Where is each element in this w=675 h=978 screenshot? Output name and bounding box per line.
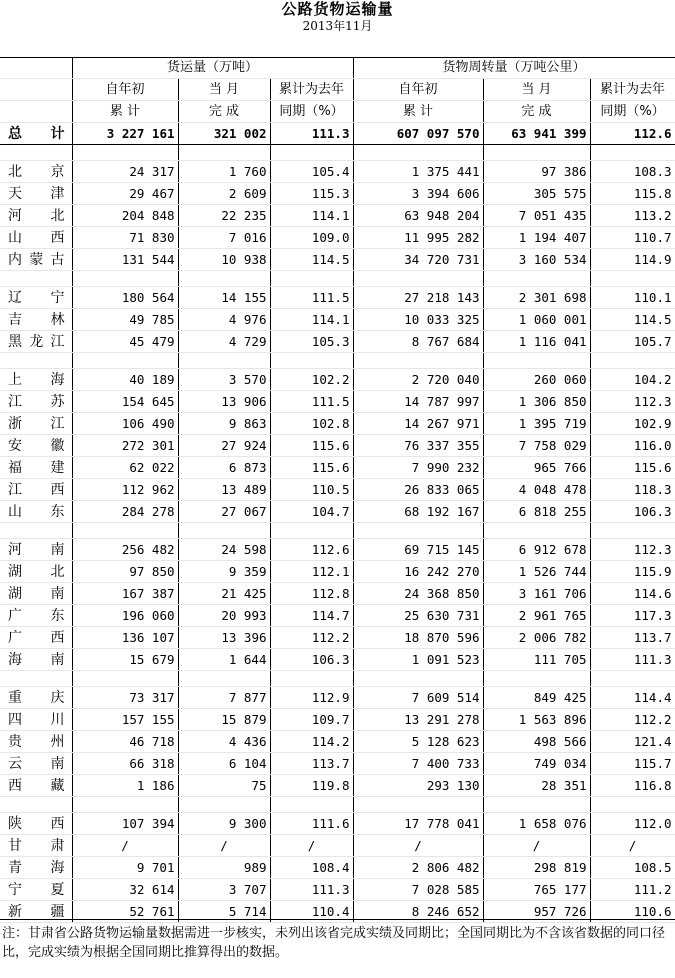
cell-turnover-ytd: 25 630 731 [353,605,483,627]
cell-turnover-month: / [483,835,590,857]
cell-volume-pct: 115.6 [270,457,353,479]
cell-volume-ytd: 52 761 [72,901,178,923]
header-freight-volume: 货运量（万吨） [72,58,353,79]
cell-turnover-ytd: 10 033 325 [353,309,483,331]
cell-volume-pct: 114.1 [270,205,353,227]
cell-volume-pct: 110.5 [270,479,353,501]
cell-volume-month: 3 707 [178,879,270,901]
row-label: 江苏 [0,391,72,413]
cell-turnover-ytd: 293 130 [353,775,483,797]
cell-volume-ytd: 154 645 [72,391,178,413]
cell-turnover-pct: 114.9 [590,249,675,271]
cell-volume-ytd: 272 301 [72,435,178,457]
cell-turnover-month: 2 006 782 [483,627,590,649]
cell-volume-pct: 112.6 [270,539,353,561]
cell-volume-pct: 111.5 [270,391,353,413]
cell-turnover-pct: 112.2 [590,709,675,731]
cell-volume-month: 15 879 [178,709,270,731]
cell-turnover-ytd: 607 097 570 [353,123,483,145]
cell-turnover-month: 2 961 765 [483,605,590,627]
cell-turnover-month: 28 351 [483,775,590,797]
cell-volume-ytd: 40 189 [72,369,178,391]
cell-turnover-ytd: 68 192 167 [353,501,483,523]
row-label: 河北 [0,205,72,227]
cell-turnover-ytd: 17 778 041 [353,813,483,835]
cell-turnover-ytd: 76 337 355 [353,435,483,457]
cell-turnover-month: 957 726 [483,901,590,923]
cell-volume-ytd: 196 060 [72,605,178,627]
cell-turnover-month: 2 301 698 [483,287,590,309]
cell-volume-pct: 114.2 [270,731,353,753]
table-row [0,161,675,183]
cell-volume-ytd: 49 785 [72,309,178,331]
cell-turnover-pct: 102.9 [590,413,675,435]
cell-volume-ytd: 107 394 [72,813,178,835]
table-row [0,835,675,857]
cell-turnover-ytd: 13 291 278 [353,709,483,731]
table-row [0,331,675,353]
cell-turnover-pct: 108.5 [590,857,675,879]
row-label: 福建 [0,457,72,479]
cell-volume-month: 13 489 [178,479,270,501]
cell-turnover-month: 849 425 [483,687,590,709]
table-row [0,249,675,271]
header-month-sub: 完 成 [178,101,270,123]
cell-volume-month: 24 598 [178,539,270,561]
cell-turnover-ytd: 16 242 270 [353,561,483,583]
row-label: 陕西 [0,813,72,835]
row-label: 四川 [0,709,72,731]
row-label: 湖北 [0,561,72,583]
row-label: 山西 [0,227,72,249]
cell-turnover-month: 7 051 435 [483,205,590,227]
table-row [0,731,675,753]
cell-volume-ytd: 24 317 [72,161,178,183]
header-freight-turnover: 货物周转量（万吨公里） [353,58,675,79]
row-label: 湖南 [0,583,72,605]
header-pct: 累计为去年 [270,79,353,101]
table-row [0,287,675,309]
table-row [0,561,675,583]
spacer-row [0,271,675,287]
cell-volume-pct: 110.4 [270,901,353,923]
corner-cell [0,58,72,79]
cell-turnover-ytd: 63 948 204 [353,205,483,227]
cell-turnover-ytd: 1 375 441 [353,161,483,183]
cell-turnover-month: 260 060 [483,369,590,391]
cell-volume-month: 27 067 [178,501,270,523]
cell-volume-pct: / [270,835,353,857]
cell-turnover-pct: 108.3 [590,161,675,183]
cell-volume-pct: 112.8 [270,583,353,605]
table-row [0,627,675,649]
cell-turnover-month: 3 160 534 [483,249,590,271]
header-month: 当 月 [483,79,590,101]
cell-turnover-pct: 112.3 [590,539,675,561]
cell-turnover-month: 1 306 850 [483,391,590,413]
cell-turnover-ytd: 27 218 143 [353,287,483,309]
cell-turnover-month: 298 819 [483,857,590,879]
cell-volume-month: 10 938 [178,249,270,271]
cell-volume-pct: 109.7 [270,709,353,731]
cell-volume-pct: 104.7 [270,501,353,523]
row-label: 贵州 [0,731,72,753]
cell-turnover-ytd: / [353,835,483,857]
row-label: 宁夏 [0,879,72,901]
cell-volume-month: / [178,835,270,857]
spacer-row [0,797,675,813]
cell-volume-pct: 115.3 [270,183,353,205]
header-month: 当 月 [178,79,270,101]
cell-turnover-month: 97 386 [483,161,590,183]
cell-turnover-month: 765 177 [483,879,590,901]
table-row [0,709,675,731]
cell-turnover-month: 6 912 678 [483,539,590,561]
table-row [0,539,675,561]
cell-turnover-month: 7 758 029 [483,435,590,457]
row-label: 广东 [0,605,72,627]
spacer-row [0,523,675,539]
cell-turnover-pct: 114.4 [590,687,675,709]
cell-volume-ytd: 112 962 [72,479,178,501]
table-row [0,413,675,435]
cell-turnover-ytd: 11 995 282 [353,227,483,249]
cell-turnover-pct: 110.1 [590,287,675,309]
cell-turnover-ytd: 1 091 523 [353,649,483,671]
row-label: 重庆 [0,687,72,709]
cell-turnover-pct: 112.3 [590,391,675,413]
table-row [0,687,675,709]
report-title: 公路货物运输量 [281,0,394,18]
cell-volume-month: 75 [178,775,270,797]
cell-volume-month: 321 002 [178,123,270,145]
cell-turnover-pct: 104.2 [590,369,675,391]
row-label: 甘肃 [0,835,72,857]
row-label: 河南 [0,539,72,561]
table-row [0,309,675,331]
cell-volume-pct: 112.2 [270,627,353,649]
cell-volume-ytd: 9 701 [72,857,178,879]
row-label: 吉林 [0,309,72,331]
cell-turnover-ytd: 7 028 585 [353,879,483,901]
cell-turnover-pct: 115.7 [590,753,675,775]
cell-volume-ytd: 45 479 [72,331,178,353]
cell-turnover-month: 305 575 [483,183,590,205]
cell-volume-month: 4 729 [178,331,270,353]
header-ytd-sub: 累 计 [353,101,483,123]
cell-volume-month: 3 570 [178,369,270,391]
cell-volume-ytd: 3 227 161 [72,123,178,145]
cell-volume-pct: 119.8 [270,775,353,797]
cell-turnover-month: 1 116 041 [483,331,590,353]
cell-volume-pct: 114.7 [270,605,353,627]
row-label: 内蒙古 [0,249,72,271]
table-row [0,457,675,479]
spacer-row [0,671,675,687]
table-row [0,227,675,249]
table-bottom-rule [0,919,675,920]
cell-turnover-ytd: 24 368 850 [353,583,483,605]
row-label: 新疆 [0,901,72,923]
table-row [0,501,675,523]
cell-volume-ytd: 62 022 [72,457,178,479]
cell-turnover-pct: 105.7 [590,331,675,353]
cell-turnover-ytd: 34 720 731 [353,249,483,271]
row-label: 青海 [0,857,72,879]
cell-volume-month: 1 760 [178,161,270,183]
cell-volume-month: 9 863 [178,413,270,435]
cell-volume-month: 1 644 [178,649,270,671]
cell-volume-month: 14 155 [178,287,270,309]
cell-volume-month: 6 104 [178,753,270,775]
cell-volume-ytd: 136 107 [72,627,178,649]
cell-turnover-ytd: 69 715 145 [353,539,483,561]
cell-turnover-month: 1 658 076 [483,813,590,835]
cell-volume-ytd: 106 490 [72,413,178,435]
header-ytd-sub: 累 计 [72,101,178,123]
cell-turnover-pct: 115.9 [590,561,675,583]
cell-volume-ytd: 66 318 [72,753,178,775]
row-label: 黑龙江 [0,331,72,353]
row-label: 总 计 [0,123,72,145]
cell-turnover-month: 965 766 [483,457,590,479]
header-pct: 累计为去年 [590,79,675,101]
cell-turnover-ytd: 7 400 733 [353,753,483,775]
cell-turnover-ytd: 14 267 971 [353,413,483,435]
total-row [0,123,675,145]
report-date: 2013年11月 [302,19,373,33]
table-row [0,605,675,627]
row-label: 广西 [0,627,72,649]
cell-turnover-ytd: 2 720 040 [353,369,483,391]
cell-volume-pct: 113.7 [270,753,353,775]
cell-turnover-month: 3 161 706 [483,583,590,605]
cell-volume-month: 989 [178,857,270,879]
header-ytd: 自年初 [353,79,483,101]
cell-volume-pct: 109.0 [270,227,353,249]
cell-volume-month: 5 714 [178,901,270,923]
cell-turnover-month: 4 048 478 [483,479,590,501]
row-label: 山东 [0,501,72,523]
header-month-sub: 完 成 [483,101,590,123]
cell-turnover-month: 63 941 399 [483,123,590,145]
cell-turnover-pct: 111.3 [590,649,675,671]
freight-table [0,57,675,923]
cell-turnover-pct: 116.8 [590,775,675,797]
row-label: 北京 [0,161,72,183]
table-row [0,369,675,391]
cell-volume-pct: 111.3 [270,123,353,145]
cell-volume-ytd: 73 317 [72,687,178,709]
cell-turnover-ytd: 7 609 514 [353,687,483,709]
cell-turnover-ytd: 18 870 596 [353,627,483,649]
table-row [0,435,675,457]
cell-volume-ytd: 157 155 [72,709,178,731]
cell-turnover-ytd: 8 246 652 [353,901,483,923]
table-row [0,583,675,605]
cell-volume-pct: 102.8 [270,413,353,435]
cell-turnover-pct: 116.0 [590,435,675,457]
cell-volume-ytd: 131 544 [72,249,178,271]
spacer-row [0,353,675,369]
cell-turnover-pct: 114.6 [590,583,675,605]
cell-turnover-pct: 110.6 [590,901,675,923]
cell-turnover-ytd: 5 128 623 [353,731,483,753]
row-label: 天津 [0,183,72,205]
cell-volume-month: 7 016 [178,227,270,249]
cell-volume-month: 9 359 [178,561,270,583]
cell-turnover-pct: 113.7 [590,627,675,649]
cell-volume-ytd: 29 467 [72,183,178,205]
cell-volume-pct: 108.4 [270,857,353,879]
spacer-row [0,145,675,161]
footnote: 注：甘肃省公路货物运输量数据需进一步核实，未列出该省完成实绩及同期比；全国同期比为不含该省数据的同口径比，完成实绩为根据全国同期比推算得出的数据。 [2,926,666,960]
cell-volume-pct: 112.1 [270,561,353,583]
table-row [0,813,675,835]
cell-turnover-pct: 112.6 [590,123,675,145]
table-row [0,183,675,205]
cell-volume-ytd: 284 278 [72,501,178,523]
cell-volume-ytd: 204 848 [72,205,178,227]
row-label: 浙江 [0,413,72,435]
table-row [0,205,675,227]
cell-volume-month: 21 425 [178,583,270,605]
cell-turnover-ytd: 7 990 232 [353,457,483,479]
cell-volume-ytd: 15 679 [72,649,178,671]
cell-volume-month: 27 924 [178,435,270,457]
cell-turnover-month: 1 526 744 [483,561,590,583]
cell-volume-pct: 114.1 [270,309,353,331]
cell-volume-pct: 115.6 [270,435,353,457]
cell-turnover-pct: 113.2 [590,205,675,227]
table-row [0,649,675,671]
cell-turnover-month: 1 060 001 [483,309,590,331]
cell-volume-month: 13 906 [178,391,270,413]
cell-turnover-pct: 121.4 [590,731,675,753]
cell-volume-pct: 114.5 [270,249,353,271]
cell-turnover-month: 1 194 407 [483,227,590,249]
cell-volume-ytd: 46 718 [72,731,178,753]
row-label: 西藏 [0,775,72,797]
cell-turnover-month: 6 818 255 [483,501,590,523]
row-label: 云南 [0,753,72,775]
cell-volume-month: 2 609 [178,183,270,205]
cell-volume-ytd: 32 614 [72,879,178,901]
cell-volume-pct: 102.2 [270,369,353,391]
cell-turnover-ytd: 26 833 065 [353,479,483,501]
row-label: 上海 [0,369,72,391]
cell-volume-ytd: 167 387 [72,583,178,605]
row-label: 安徽 [0,435,72,457]
cell-turnover-ytd: 2 806 482 [353,857,483,879]
cell-volume-pct: 111.6 [270,813,353,835]
cell-turnover-month: 749 034 [483,753,590,775]
table-row [0,775,675,797]
cell-turnover-pct: 112.0 [590,813,675,835]
cell-volume-pct: 105.4 [270,161,353,183]
cell-volume-pct: 106.3 [270,649,353,671]
cell-volume-ytd: 256 482 [72,539,178,561]
row-label: 海南 [0,649,72,671]
cell-turnover-month: 111 705 [483,649,590,671]
table-row [0,753,675,775]
cell-turnover-ytd: 3 394 606 [353,183,483,205]
cell-turnover-month: 1 395 719 [483,413,590,435]
table-row [0,857,675,879]
cell-volume-month: 4 436 [178,731,270,753]
cell-volume-ytd: 97 850 [72,561,178,583]
row-label: 江西 [0,479,72,501]
cell-turnover-month: 1 563 896 [483,709,590,731]
cell-turnover-pct: 111.2 [590,879,675,901]
cell-volume-ytd: / [72,835,178,857]
cell-turnover-pct: 118.3 [590,479,675,501]
cell-volume-month: 20 993 [178,605,270,627]
cell-volume-month: 9 300 [178,813,270,835]
table-row [0,879,675,901]
cell-turnover-pct: 117.3 [590,605,675,627]
cell-volume-month: 6 873 [178,457,270,479]
cell-turnover-ytd: 8 767 684 [353,331,483,353]
cell-volume-month: 7 877 [178,687,270,709]
header-pct-sub: 同期（%） [590,101,675,123]
cell-volume-month: 22 235 [178,205,270,227]
cell-volume-ytd: 71 830 [72,227,178,249]
cell-volume-pct: 111.5 [270,287,353,309]
header-pct-sub: 同期（%） [270,101,353,123]
table-row [0,391,675,413]
header-ytd: 自年初 [72,79,178,101]
cell-turnover-pct: 115.6 [590,457,675,479]
cell-volume-month: 13 396 [178,627,270,649]
table-row [0,479,675,501]
cell-volume-month: 4 976 [178,309,270,331]
cell-turnover-pct: 115.8 [590,183,675,205]
cell-volume-pct: 105.3 [270,331,353,353]
cell-volume-pct: 112.9 [270,687,353,709]
row-label: 辽宁 [0,287,72,309]
cell-volume-ytd: 1 186 [72,775,178,797]
cell-turnover-pct: 106.3 [590,501,675,523]
cell-turnover-pct: / [590,835,675,857]
cell-volume-pct: 111.3 [270,879,353,901]
cell-volume-ytd: 180 564 [72,287,178,309]
cell-turnover-pct: 114.5 [590,309,675,331]
cell-turnover-month: 498 566 [483,731,590,753]
cell-turnover-pct: 110.7 [590,227,675,249]
cell-turnover-ytd: 14 787 997 [353,391,483,413]
